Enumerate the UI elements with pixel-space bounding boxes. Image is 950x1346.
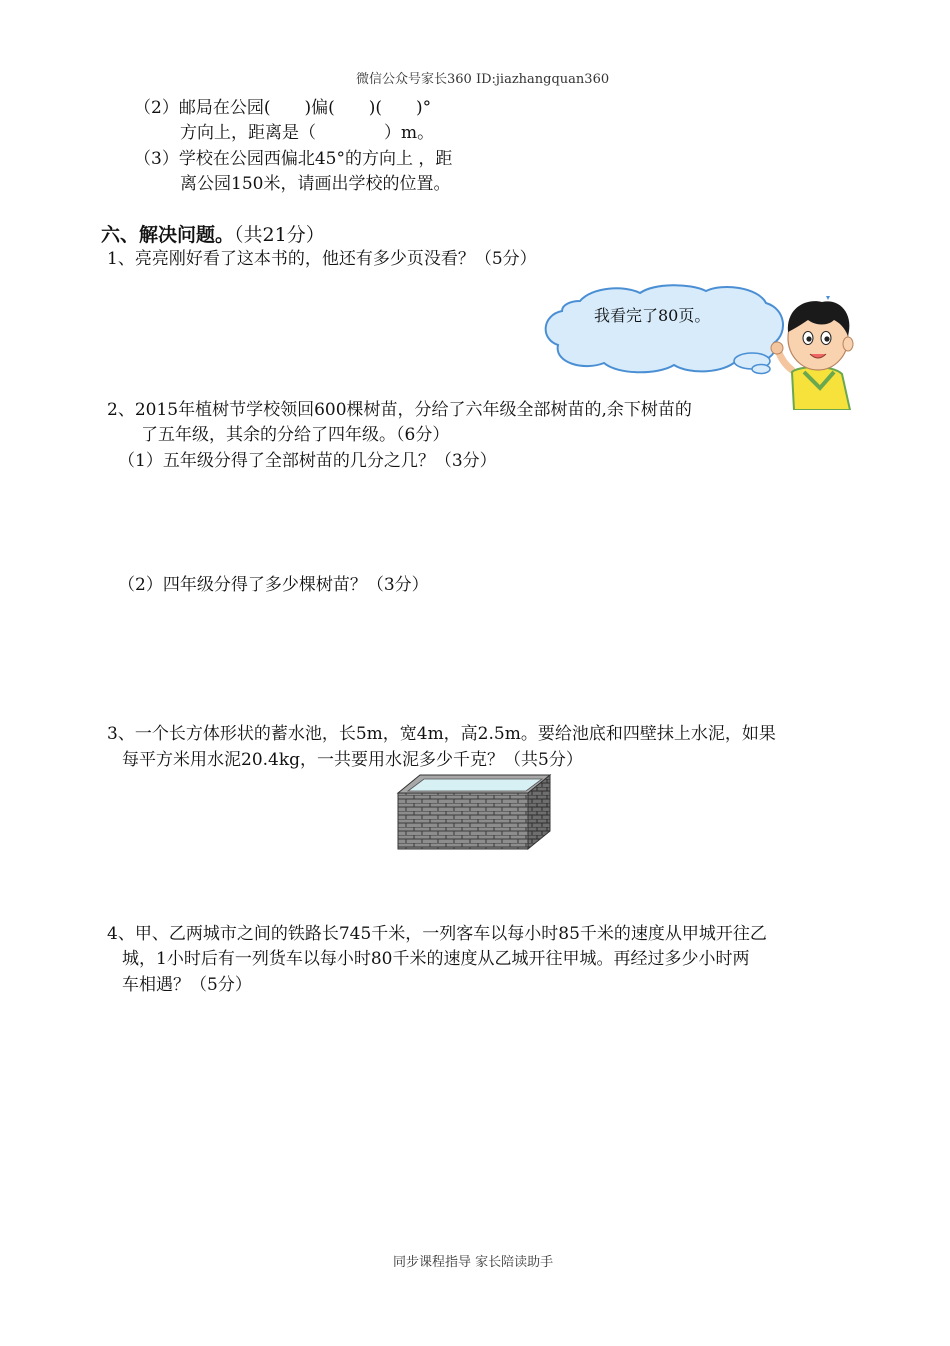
- problem-4-line-3: 车相遇？（5分）: [122, 975, 252, 995]
- boy-illustration: [768, 292, 858, 410]
- section-heading: [101, 220, 325, 247]
- page-header: 微信公众号家长360 ID:jiazhangquan360: [356, 72, 610, 87]
- problem-3-line-1: 3、一个长方体形状的蓄水池，长5m，宽4m，高2.5m。要给池底和四壁抹上水泥，如果: [107, 724, 776, 744]
- thought-cloud: [540, 283, 790, 379]
- question-3-line-2: 离公园150米，请画出学校的位置。: [180, 174, 451, 194]
- section-points: （共21分）: [234, 224, 325, 246]
- water-tank-illustration: [394, 771, 554, 851]
- thought-bubble-text: 我看完了80页。: [594, 306, 711, 325]
- problem-1-text: 1、亮亮刚好看了这本书的，他还有多少页没看？（5分）: [107, 249, 537, 269]
- problem-2-sub-1: （1）五年级分得了全部树苗的几分之几？（3分）: [118, 451, 497, 471]
- problem-2-line-2: 了五年级，其余的分给了四年级。（6分）: [141, 425, 450, 445]
- question-2-line-2: 方向上，距离是（ ）m。: [180, 123, 435, 143]
- question-2-line-1: （2）邮局在公园( )偏( )( )°: [134, 98, 432, 118]
- question-3-line-1: （3）学校在公园西偏北45°的方向上 ，距: [134, 149, 453, 169]
- problem-2-sub-2: （2）四年级分得了多少棵树苗？（3分）: [118, 575, 429, 595]
- problem-3-line-2: 每平方米用水泥20.4kg，一共要用水泥多少千克？（共5分）: [122, 750, 583, 770]
- problem-4-line-1: 4、甲、乙两城市之间的铁路长745千米，一列客车以每小时85千米的速度从甲城开往乙: [107, 924, 767, 944]
- section-title: 六、解决问题。: [101, 224, 235, 246]
- problem-2-line-1: 2、2015年植树节学校领回600棵树苗，分给了六年级全部树苗的,余下树苗的: [107, 400, 692, 420]
- page-footer: 同步课程指导 家长陪读助手: [393, 1255, 554, 1270]
- problem-4-line-2: 城，1小时后有一列货车以每小时80千米的速度从乙城开往甲城。再经过多少小时两: [122, 949, 750, 969]
